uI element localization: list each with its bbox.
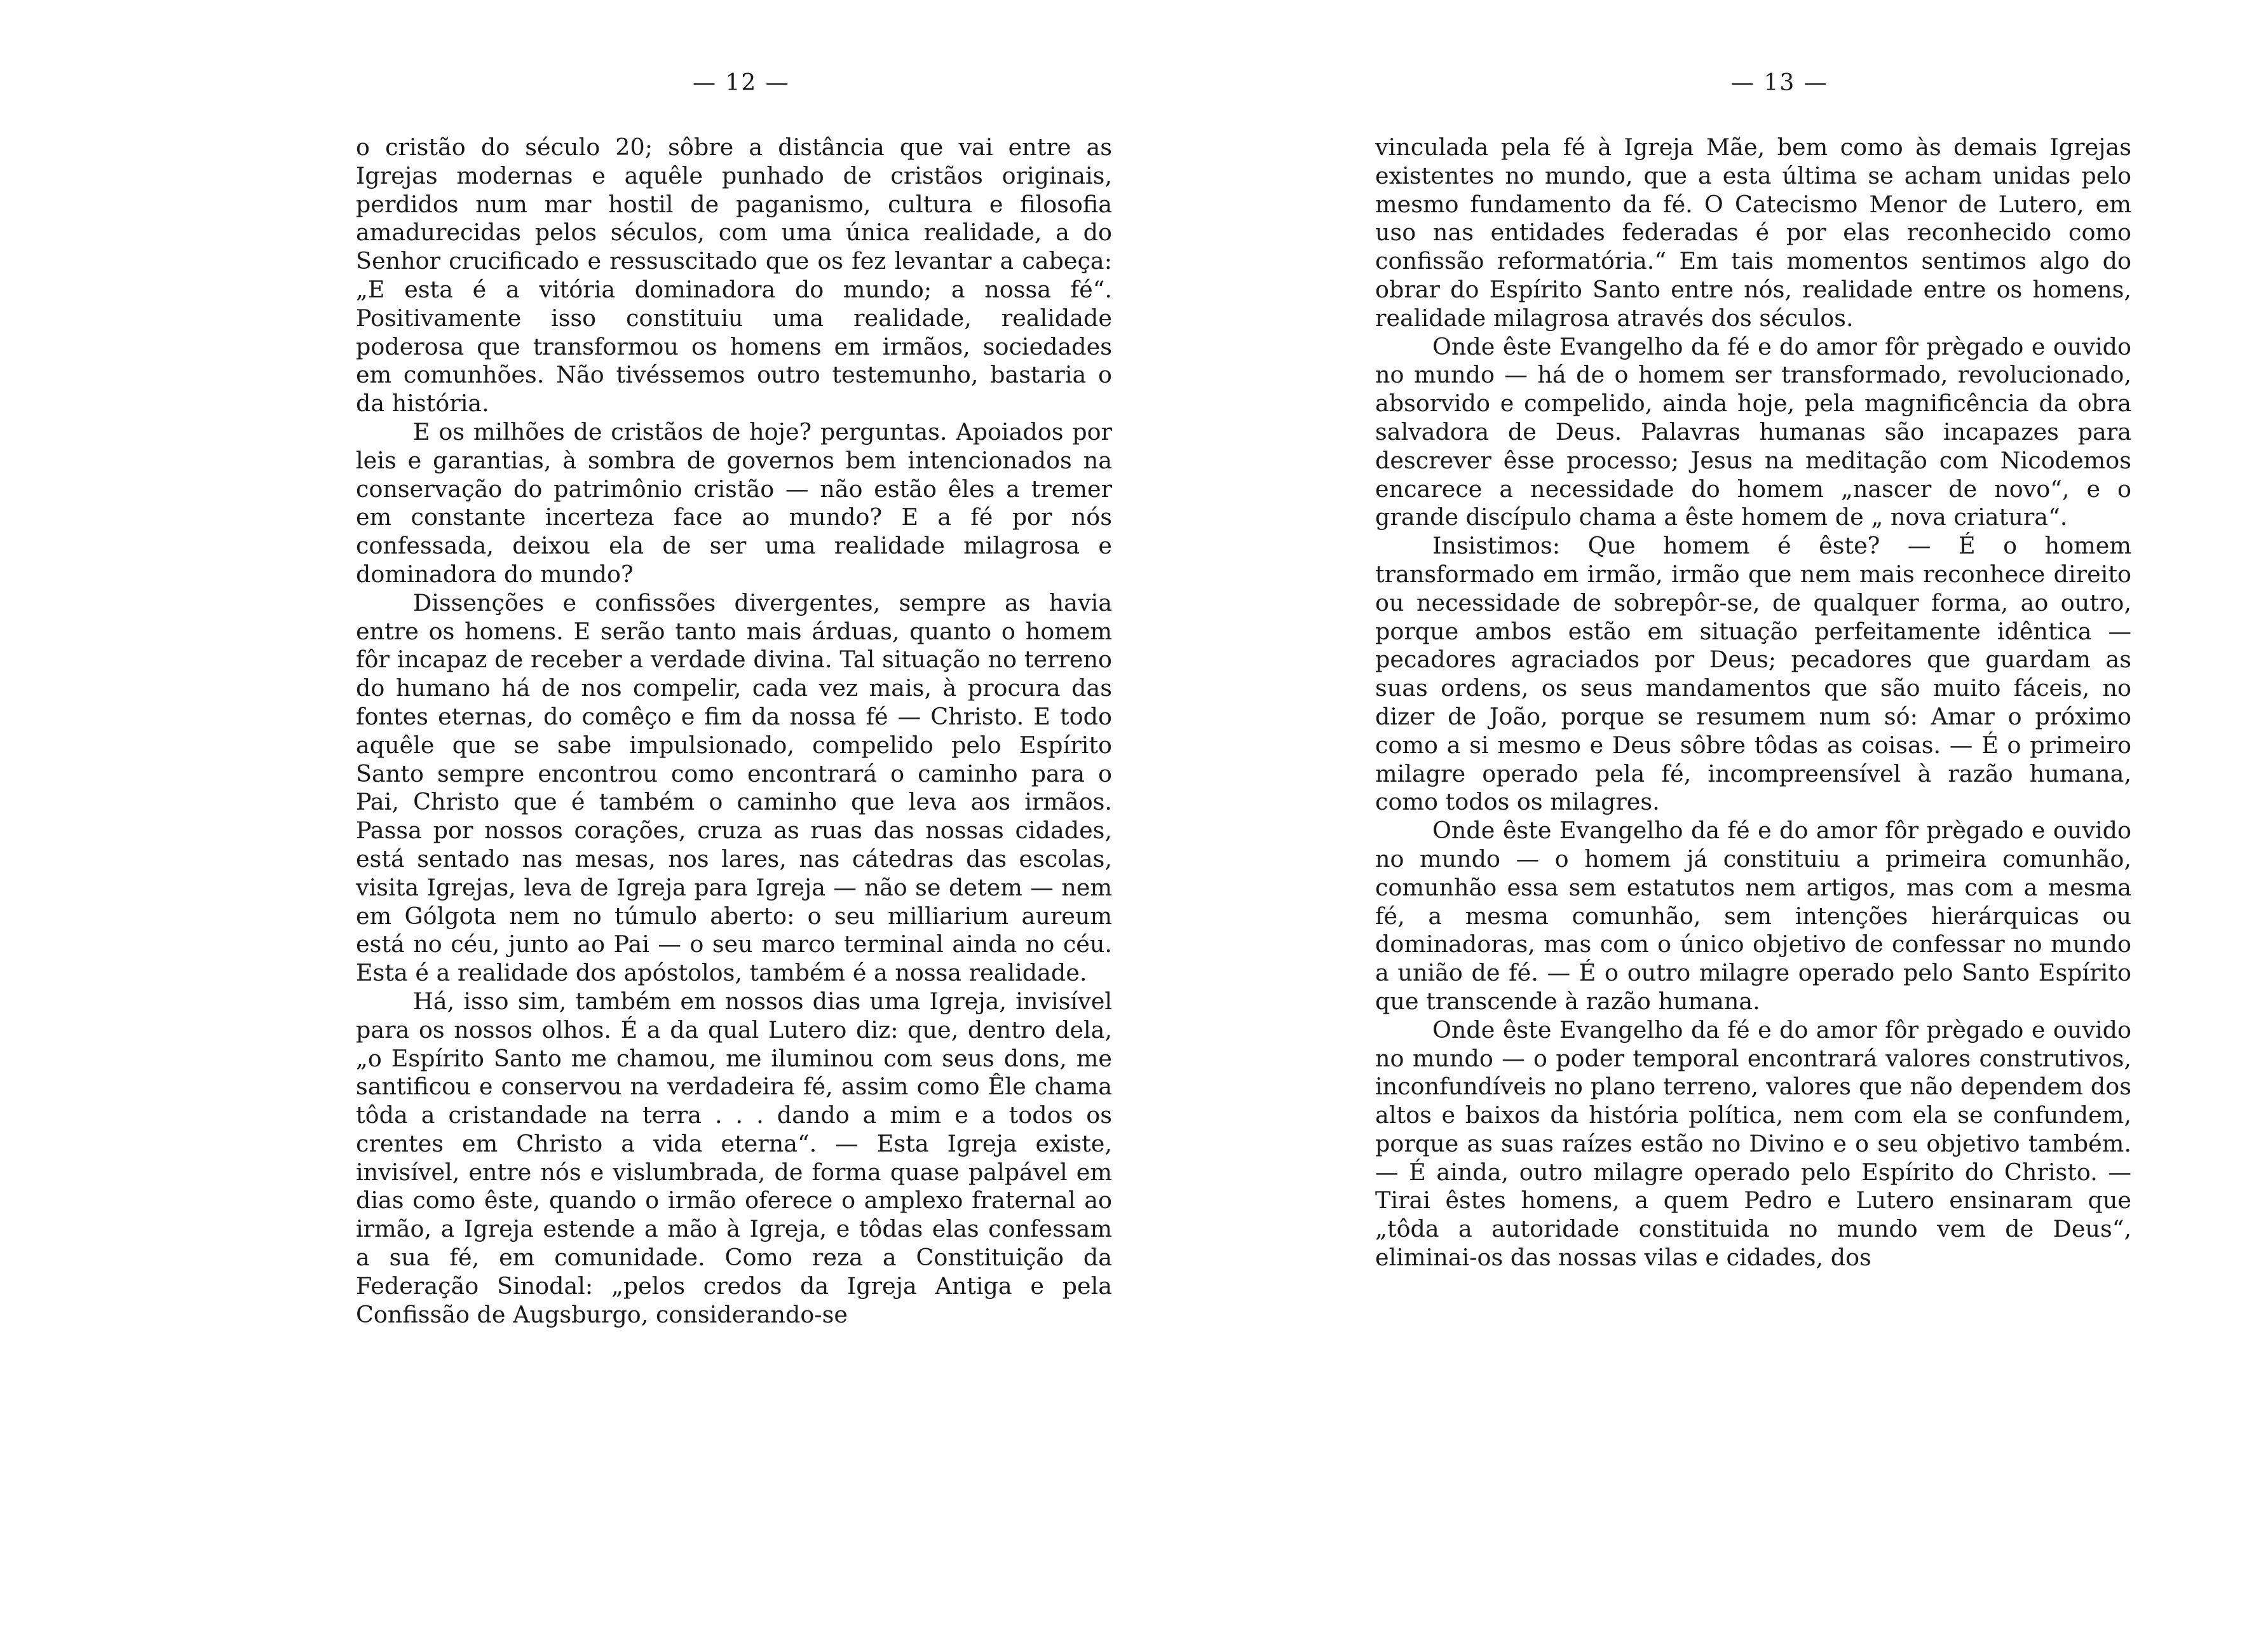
text-column (356, 133, 1112, 1329)
paragraph: Insistimos: Que homem é êste? — É o homem transformado em irmão, irmão que nem mais reconhece direito ou necessidade de sobrepôr-se, de qualquer forma, ao outro, porque ambos estão em situação perfeitamente idêntica — pecadores agraciados por Deus; pecadores que guardam as suas ordens, os seus mandamentos que são muito fáceis, no dizer de João, porque se resumem num só: Amar o próximo como a si mesmo e Deus sôbre tôdas as coisas. — É o primeiro milagre operado pela fé, incompreensível à razão humana, como todos os milagres. (1375, 532, 2131, 816)
paragraph: o cristão do século 20; sôbre a distância que vai entre as Igrejas modernas e aquêle punhado de cristãos originais, perdidos num mar hostil de paganismo, cultura e filosofia amadurecidas pelos séculos, com uma única realidade, a do Senhor crucificado e ressuscitado que os fez levantar a cabeça: „E esta é a vitória dominadora do mundo; a nossa fé“. Positivamente isso constituiu uma realidade, realidade poderosa que transformou os homens em irmãos, sociedades em comunhões. Não tivéssemos outro testemunho, bastaria o da história. (356, 133, 1112, 418)
paragraph: E os milhões de cristãos de hoje? perguntas. Apoiados por leis e garantias, à sombra de governos bem intencionados na conservação do patrimônio cristão — não estão êles a tremer em constante incerteza face ao mundo? E a fé por nós confessada, deixou ela de ser uma realidade milagrosa e dominadora do mundo? (356, 418, 1112, 588)
page-number: — 13 — (1731, 70, 1828, 96)
paragraph: Onde êste Evangelho da fé e do amor fôr prègado e ouvido no mundo — há de o homem ser transformado, revolucionado, absorvido e compelido, ainda hoje, pela magnificência da obra salvadora de Deus. Palavras humanas são incapazes para descrever êsse processo; Jesus na meditação com Nicodemos encarece a necessidade do homem „nascer de novo“, e o grande discípulo chama a êste homem de „ nova criatura“. (1375, 332, 2131, 531)
paragraph: Há, isso sim, também em nossos dias uma Igreja, invisível para os nossos olhos. É a da qual Lutero diz: que, dentro dela, „o Espírito Santo me chamou, me iluminou com seus dons, me santificou e conservou na verdadeira fé, assim como Êle chama tôda a cristandade na terra . . . dando a mim e a todos os crentes em Christo a vida eterna“. — Esta Igreja existe, invisível, entre nós e vislumbrada, de forma quase palpável em dias como êste, quando o irmão oferece o amplexo fraternal ao irmão, a Igreja estende a mão à Igreja, e tôdas elas confessam a sua fé, em comunidade. Como reza a Constituição da Federação Sinodal: „pelos credos da Igreja Antiga e pela Confissão de Augsburgo, considerando-se (356, 987, 1112, 1328)
paragraph: Onde êste Evangelho da fé e do amor fôr prègado e ouvido no mundo — o poder temporal encontrará valores construtivos, inconfundíveis no plano terreno, valores que não dependem dos altos e baixos da história política, nem com ela se confundem, porque as suas raízes estão no Divino e o seu objetivo também. — É ainda, outro milagre operado pelo Espírito do Christo. — Tirai êstes homens, a quem Pedro e Lutero ensinaram que „tôda a autoridade constituida no mundo vem de Deus“, eliminai-os das nossas vilas e cidades, dos (1375, 1016, 2131, 1272)
paragraph: Dissenções e confissões divergentes, sempre as havia entre os homens. E serão tanto mais árduas, quanto o homem fôr incapaz de receber a verdade divina. Tal situação no terreno do humano há de nos compelir, cada vez mais, à procura das fontes eternas, do comêço e fim da nossa fé — Christo. E todo aquêle que se sabe impulsionado, compelido pelo Espírito Santo sempre encontrou como encontrará o caminho para o Pai, Christo que é também o caminho que leva aos irmãos. Passa por nossos corações, cruza as ruas das nossas cidades, está sentado nas mesas, nos lares, nas cátedras das escolas, visita Igrejas, leva de Igreja para Igreja — não se detem — nem em Gólgota nem no túmulo aberto: o seu milliarium aureum está no céu, junto ao Pai — o seu marco terminal ainda no céu. Esta é a realidade dos apóstolos, também é a nossa realidade. (356, 588, 1112, 987)
right-page (1134, 0, 2268, 1632)
text-column (1375, 133, 2131, 1272)
paragraph: Onde êste Evangelho da fé e do amor fôr prègado e ouvido no mundo — o homem já constituiu a primeira comunhão, comunhão essa sem estatutos nem artigos, mas com a mesma fé, a mesma comunhão, sem intenções hierárquicas ou dominadoras, mas com o único objetivo de confessar no mundo a união de fé. — É o outro milagre operado pelo Santo Espírito que transcende à razão humana. (1375, 817, 2131, 1015)
paragraph: vinculada pela fé à Igreja Mãe, bem como às demais Igrejas existentes no mundo, que a esta última se acham unidas pelo mesmo fundamento da fé. O Catecismo Menor de Lutero, em uso nas entidades federadas é por elas reconhecido como confissão reformatória.“ Em tais momentos sentimos algo do obrar do Espírito Santo entre nós, realidade entre os homens, realidade milagrosa através dos séculos. (1375, 133, 2131, 332)
page-number: — 12 — (693, 70, 790, 96)
